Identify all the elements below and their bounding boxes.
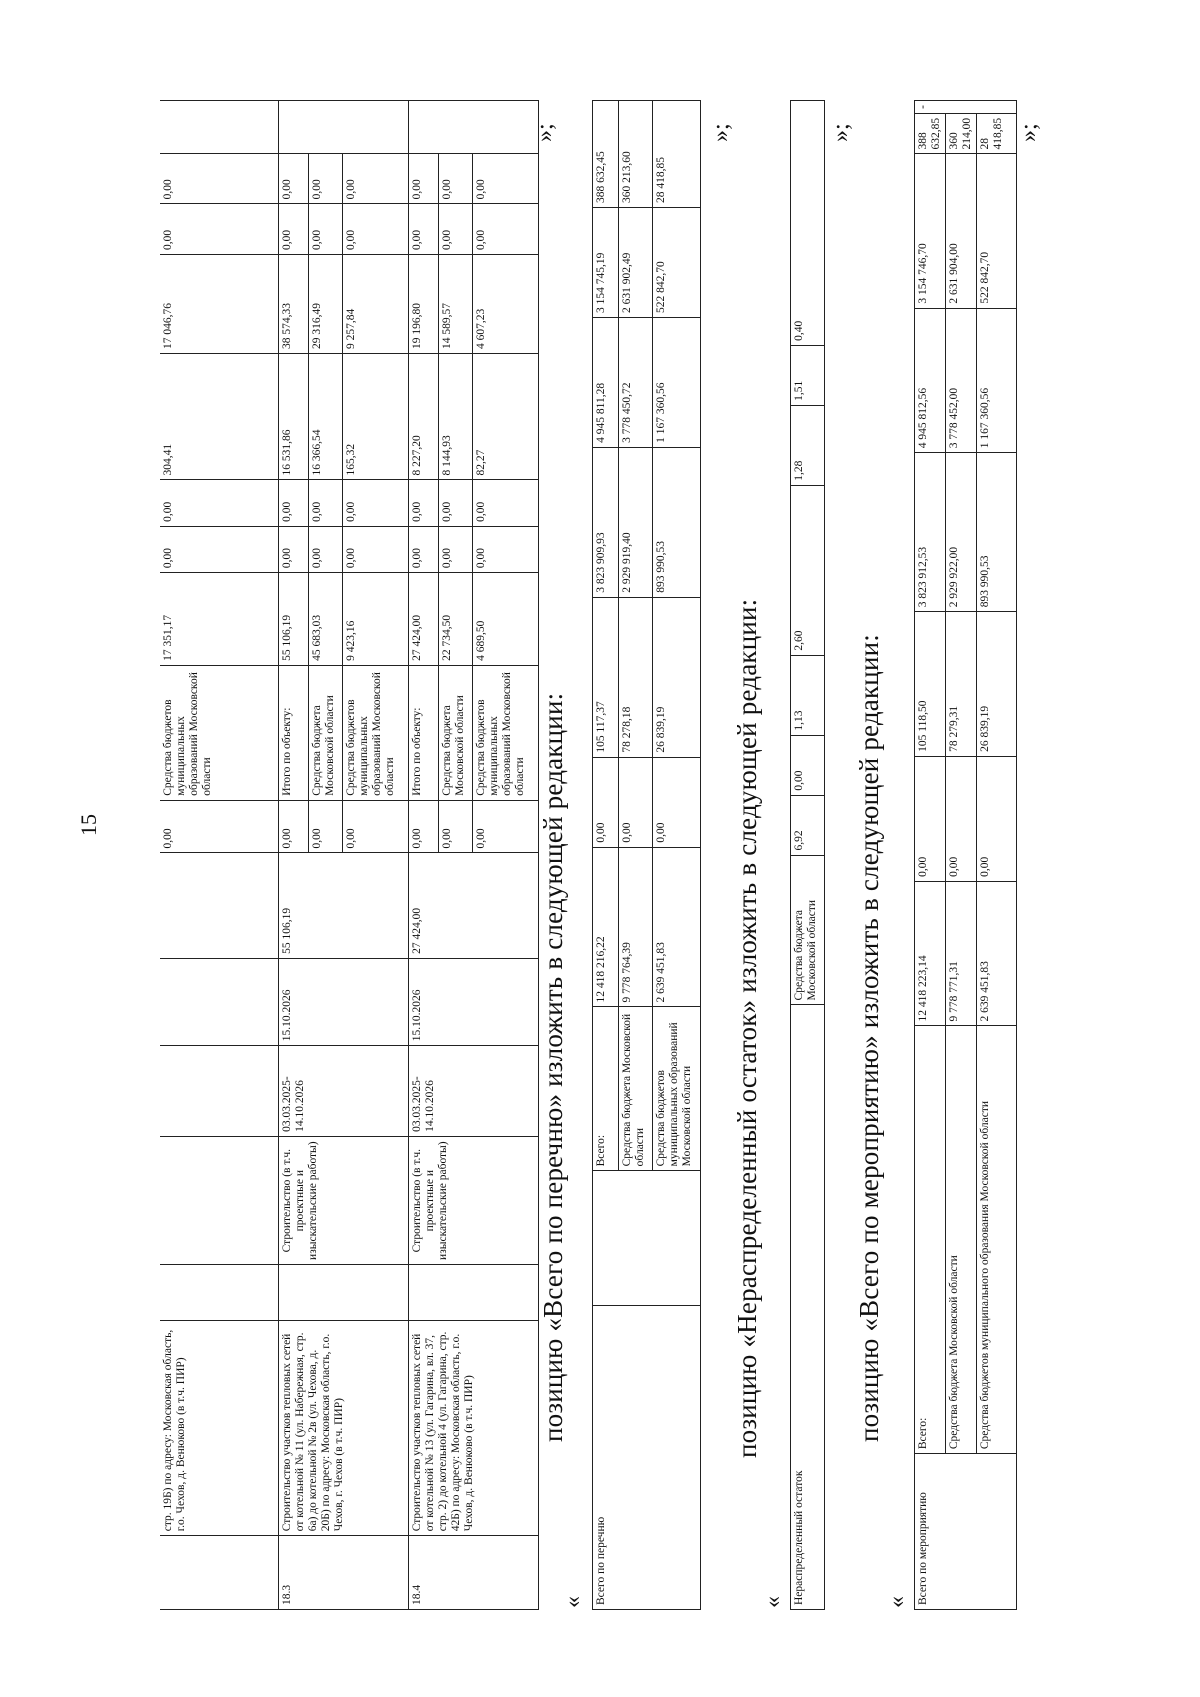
- work-type: Строительство (в т.ч. проектные и изыскательские работы): [408, 1136, 538, 1265]
- funding-source: Средства бюджетов муниципального образования Московской области: [977, 1026, 1017, 1454]
- cell-value: 0,00: [438, 480, 472, 526]
- funding-source: Средства бюджетов муниципальных образований Московской области: [653, 1007, 701, 1171]
- cell-value: 304,41: [160, 354, 278, 480]
- cell-value: 8 144,93: [438, 354, 472, 480]
- cell-value: 0,00: [472, 153, 538, 204]
- cell-value: 22 734,50: [438, 573, 472, 666]
- cell-value: 78 278,18: [619, 597, 653, 757]
- cell-value: 0,00: [342, 800, 408, 853]
- table-row: [408, 101, 438, 1610]
- closing-quote: »;: [708, 123, 734, 142]
- finish-date: 15.10.2026: [278, 958, 408, 1045]
- cell-value: 28 418,85: [977, 113, 1017, 154]
- cell-value: 9 778 771,31: [946, 881, 977, 1026]
- cell-value: 388 632,45: [593, 101, 619, 208]
- cell-value: 38 574,33: [278, 254, 308, 353]
- cell-value: 2 631 902,49: [619, 208, 653, 318]
- cell-value: 27 424,00: [408, 573, 438, 666]
- cell-value: 0,00: [438, 800, 472, 853]
- cell-value: 0,00: [160, 153, 278, 204]
- cell-value: 522 842,70: [977, 154, 1017, 308]
- cell-value: 2 929 919,40: [619, 447, 653, 597]
- cell-value: 1 167 360,56: [977, 308, 1017, 453]
- table-row: [915, 101, 946, 1610]
- cell-value: 1,28: [791, 405, 825, 485]
- row-label: Нераспределенный остаток: [791, 1005, 825, 1610]
- funding-source: Всего:: [593, 1007, 619, 1171]
- cell-value: 0,00: [308, 153, 342, 204]
- work-period: 03.03.2025-14.10.2026: [278, 1046, 408, 1137]
- cell-value: 0,00: [342, 204, 408, 255]
- cell-value: 4 945 812,56: [915, 308, 946, 453]
- opening-quote: «: [884, 1596, 910, 1608]
- object-name: стр. 19Б) по адресу: Московская область, г.о. Чехов, д. Венюково (в т.ч. ПИР): [160, 1321, 278, 1536]
- work-type: Строительство (в т.ч. проектные и изыскательские работы): [278, 1136, 408, 1265]
- cell-value: 4 945 811,28: [593, 317, 619, 447]
- cell-value: 82,27: [472, 354, 538, 480]
- opening-quote: «: [760, 1596, 786, 1608]
- cell-value: 0,00: [308, 800, 342, 853]
- cell-value: 0,00: [653, 757, 701, 847]
- cell-value: 2 639 451,83: [653, 847, 701, 1007]
- funding-source: Средства бюджета Московской области: [946, 1026, 977, 1454]
- item-number: 18.4: [408, 1536, 538, 1610]
- table-row: [593, 101, 619, 1610]
- cell-value: 0,00: [977, 756, 1017, 881]
- cell-value: 0,00: [278, 526, 308, 572]
- funding-source: Средства бюджета Московской области: [791, 855, 825, 1005]
- funding-source: Всего:: [915, 1026, 946, 1454]
- cell-value: 26 839,19: [977, 612, 1017, 757]
- cell-value: 1,13: [791, 655, 825, 735]
- cell-value: 0,00: [791, 735, 825, 795]
- cell-value: 8 227,20: [408, 354, 438, 480]
- cell-value: 26 839,19: [653, 597, 701, 757]
- cell-value: 0,00: [472, 204, 538, 255]
- cell-value: 0,00: [160, 204, 278, 255]
- row-label: Всего по перечню: [593, 1306, 701, 1610]
- cell-value: 105 117,37: [593, 597, 619, 757]
- unallocated-table: [790, 100, 825, 1610]
- table-row: [160, 101, 278, 1610]
- cell-value: 0,00: [160, 480, 278, 526]
- cell-value: 0,00: [472, 480, 538, 526]
- rotated-page: [160, 90, 1200, 1610]
- cell-value: 17 351,17: [160, 573, 278, 666]
- cell-value: 2 929 922,00: [946, 453, 977, 612]
- cell-value: 360 213,60: [619, 101, 653, 208]
- cell-value: 893 990,53: [653, 447, 701, 597]
- cell-value: 0,00: [342, 480, 408, 526]
- cell-value: 19 196,80: [408, 254, 438, 353]
- object-name: Строительство участков тепловых сетей от котельной № 11 (ул. Набережная, стр. 6а) до котельной № 2в (ул. Чехова, д. 20Б) по адресу: Московская область, г.о. Чехов, г. Чехов (в т.ч. ПИР): [278, 1321, 408, 1536]
- cell-value: 3 778 452,00: [946, 308, 977, 453]
- cell-value: 0,00: [308, 204, 342, 255]
- cell-value: 0,00: [408, 480, 438, 526]
- cell-value: 0,00: [408, 204, 438, 255]
- table-row: [977, 101, 1017, 1610]
- total-list-values: [592, 100, 701, 1610]
- cell-value: 0,00: [408, 526, 438, 572]
- cell-value: 4 607,23: [472, 254, 538, 353]
- opening-quote: «: [560, 1596, 586, 1608]
- cell-value: 0,00: [278, 480, 308, 526]
- cell-value: 17 046,76: [160, 254, 278, 353]
- cell-value: 0,00: [593, 757, 619, 847]
- cell-value: 3 823 909,93: [593, 447, 619, 597]
- cell-value: 3 154 745,19: [593, 208, 619, 318]
- cell-value: 0,00: [946, 756, 977, 881]
- funding-source: Итого по объекту:: [408, 665, 438, 800]
- section-heading: позицию «Всего по мероприятию» изложить в следующей редакции:: [854, 634, 884, 1442]
- cell-value: 3 778 450,72: [619, 317, 653, 447]
- closing-quote: »;: [1016, 123, 1042, 142]
- cell-value: 4 689,50: [472, 573, 538, 666]
- cell-value: 1 167 360,56: [653, 317, 701, 447]
- cell-value: 78 279,31: [946, 612, 977, 757]
- cell-value: 14 589,57: [438, 254, 472, 353]
- cell-value: 0,00: [472, 800, 538, 853]
- cell-value: 0,00: [308, 480, 342, 526]
- cell-value: 12 418 216,22: [593, 847, 619, 1007]
- item-number: 18.3: [278, 1536, 408, 1610]
- cell-value: 0,00: [342, 153, 408, 204]
- total-event-table: [914, 100, 1017, 1610]
- cell-value: 0,00: [278, 153, 308, 204]
- cell-value: 9 778 764,39: [619, 847, 653, 1007]
- cell-value: 55 106,19: [278, 573, 308, 666]
- cell-value: 29 316,49: [308, 254, 342, 353]
- cell-value: 45 683,03: [308, 573, 342, 666]
- cell-value: 0,00: [915, 756, 946, 881]
- cell-value: 0,00: [308, 526, 342, 572]
- closing-quote: »;: [532, 123, 558, 142]
- cell-value: 0,00: [438, 153, 472, 204]
- work-period: 03.03.2025-14.10.2026: [408, 1046, 538, 1137]
- cell-value: 28 418,85: [653, 101, 701, 208]
- cell-value: 0,40: [791, 101, 825, 346]
- table-row: [946, 101, 977, 1610]
- finish-date: 15.10.2026: [408, 958, 538, 1045]
- object-cost: 55 106,19: [278, 853, 408, 958]
- table-row: [791, 101, 825, 1610]
- cell-value: 105 118,50: [915, 612, 946, 757]
- cell-value: 0,00: [408, 800, 438, 853]
- cell-value: 893 990,53: [977, 453, 1017, 612]
- closing-quote: »;: [828, 123, 854, 142]
- page-number: 15: [76, 814, 101, 836]
- object-name: Строительство участков тепловых сетей от котельной № 13 (ул. Гагарина, вл. 37, стр. 2) до котельной 4 (ул. Гагарина, стр. 42Б) по адресу: Московская область, г.о. Чехов, д. Венюково (в т.ч. ПИР): [408, 1321, 538, 1536]
- cell-value: 1,51: [791, 345, 825, 405]
- cell-value: 9 257,84: [342, 254, 408, 353]
- cell-value: 0,00: [619, 757, 653, 847]
- cell-value: 0,00: [278, 204, 308, 255]
- cell-value: 0,00: [472, 526, 538, 572]
- cell-value: 522 842,70: [653, 208, 701, 318]
- row-label: Всего по мероприятию: [915, 1454, 1017, 1610]
- cell-value: 0,00: [342, 526, 408, 572]
- section-heading: позицию «Нераспределенный остаток» изложить в следующей редакции:: [732, 598, 762, 1458]
- cell-value: 3 823 912,53: [915, 453, 946, 612]
- cell-value: 0,00: [438, 204, 472, 255]
- cell-value: 388 632,85: [915, 113, 946, 154]
- main-table: [160, 100, 539, 1610]
- funding-source: Итого по объекту:: [278, 665, 308, 800]
- cell-value: 0,00: [278, 800, 308, 853]
- funding-source: Средства бюджетов муниципальных образований Московской области: [472, 665, 538, 800]
- section-heading: позицию «Всего по перечню» изложить в следующей редакции:: [538, 692, 568, 1442]
- cell-value: 360 214,00: [946, 113, 977, 154]
- cell-value: 2 639 451,83: [977, 881, 1017, 1026]
- funding-source: Средства бюджетов муниципальных образований Московской области: [160, 665, 278, 800]
- cell-value: 12 418 223,14: [915, 881, 946, 1026]
- cell-value: 0,00: [408, 153, 438, 204]
- table-row: [278, 101, 308, 1610]
- funding-source: Средства бюджетов муниципальных образований Московской области: [342, 665, 408, 800]
- cell-value: 2 631 904,00: [946, 154, 977, 308]
- cell-value: 0,00: [438, 526, 472, 572]
- cell-value: 2,60: [791, 485, 825, 655]
- funding-source: Средства бюджета Московской области: [438, 665, 472, 800]
- cell-value: 9 423,16: [342, 573, 408, 666]
- dash-mark: -: [915, 101, 1017, 114]
- cell-value: 3 154 746,70: [915, 154, 946, 308]
- object-cost: 27 424,00: [408, 853, 538, 958]
- cell-value: 16 366,54: [308, 354, 342, 480]
- cell-value: 0,00: [160, 526, 278, 572]
- cell-value: 165,32: [342, 354, 408, 480]
- cell-value: 16 531,86: [278, 354, 308, 480]
- cell-value: 6,92: [791, 795, 825, 855]
- funding-source: Средства бюджета Московской области: [308, 665, 342, 800]
- funding-source: Средства бюджета Московской области: [619, 1007, 653, 1171]
- cell-value: 0,00: [160, 800, 278, 853]
